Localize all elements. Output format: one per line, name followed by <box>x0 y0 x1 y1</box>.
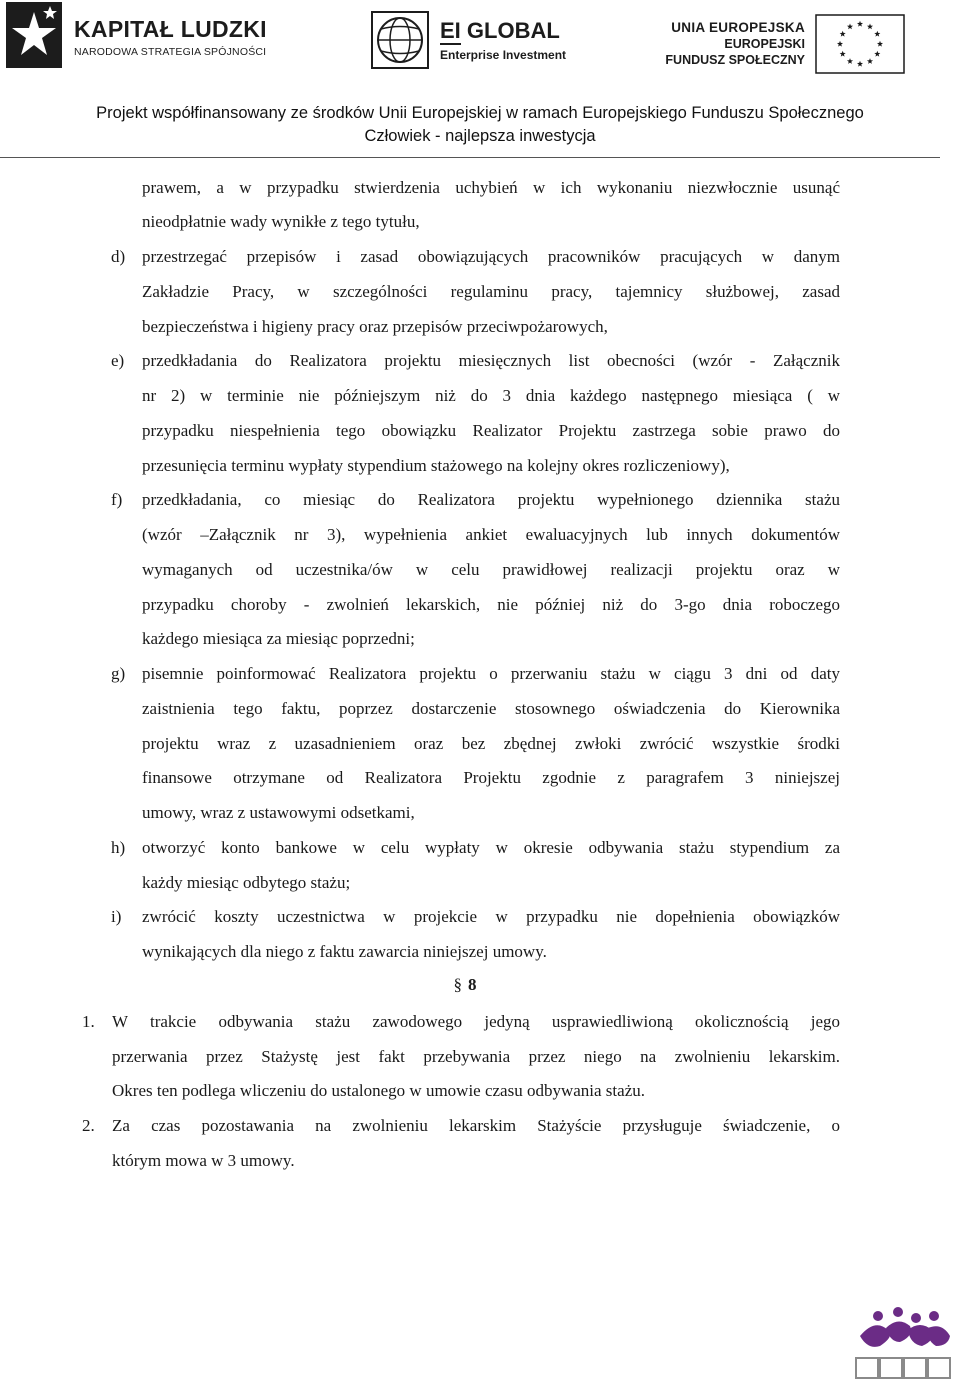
paragraph-1-marker: 1. <box>82 1012 95 1031</box>
paragraph-1-line-3: Okres ten podlega wliczeniu do ustalonego w umowie czasu odbywania stażu. <box>112 1081 645 1100</box>
paragraph-2-line-1: Za czas pozostawania na zwolnieniu lekarskim Stażyście przysługuje świadczenie, o <box>112 1116 840 1135</box>
item-h-marker: h) <box>111 838 126 857</box>
kapital-ludzki-name: KAPITAŁ LUDZKI <box>74 16 267 42</box>
item-c-line-2: nieodpłatnie wady wynikłe z tego tytułu, <box>142 212 420 231</box>
crse-logo <box>850 1306 960 1381</box>
paragraph-1-line-1: W trakcie odbywania stażu zawodowego jedyną usprawiedliwioną okolicznością jego <box>112 1012 840 1031</box>
item-c-line-1: prawem, a w przypadku stwierdzenia uchybień w ich wykonaniu niezwłocznie usunąć <box>142 178 840 197</box>
item-i-marker: i) <box>111 907 122 926</box>
item-d-line-2: Zakładzie Pracy, w szczególności regulaminu pracy, tajemnicy służbowej, zasad <box>142 282 840 301</box>
item-f-line-3: wymaganych od uczestnika/ów w celu prawidłowej realizacji projektu oraz w <box>142 560 840 579</box>
item-h-line-2: każdy miesiąc odbytego stażu; <box>142 873 351 892</box>
kapital-ludzki-subtitle: NARODOWA STRATEGIA SPÓJNOŚCI <box>74 46 267 58</box>
section-heading <box>420 974 510 996</box>
section-number: 8 <box>468 975 477 994</box>
item-f-line-2: (wzór –Załącznik nr 3), wypełnienia ankiet ewaluacyjnych lub innych dokumentów <box>142 525 840 544</box>
item-h-line-1: otworzyć konto bankowe w celu wypłaty w okresie odbywania stażu stypendium za <box>142 838 840 857</box>
item-e-line-4: przesunięcia terminu wypłaty stypendium stażowego na kolejny okres rozliczeniowy), <box>142 456 730 475</box>
item-e-line-2: nr 2) w terminie nie późniejszym niż do 3 dnia każdego następnego miesiąca ( w <box>142 386 840 405</box>
item-g-line-2: zaistnienia tego faktu, poprzez dostarczenie stosownego oświadczenia do Kierownika <box>142 699 840 718</box>
item-d-line-1: przestrzegać przepisów i zasad obowiązujących pracowników pracujących w danym <box>142 247 840 266</box>
crse-people-icon <box>850 1306 960 1381</box>
ei-global-name-rest: GLOBAL <box>460 18 560 43</box>
item-d-marker: d) <box>111 247 126 266</box>
item-f-line-5: każdego miesiąca za miesiąc poprzedni; <box>142 629 415 648</box>
item-f-line-1: przedkładania, co miesiąc do Realizatora projektu wypełnionego dziennika stażu <box>142 490 840 509</box>
item-e-line-3: przypadku niespełnienia tego obowiązku Realizator Projektu zastrzega sobie prawo do <box>142 421 840 440</box>
paragraph-2-line-2: którym mowa w 3 umowy. <box>112 1151 295 1170</box>
header-tagline-2: Człowiek - najlepsza inwestycja <box>364 127 596 145</box>
item-g-line-4: finansowe otrzymane od Realizatora Projektu zgodnie z paragrafem 3 niniejszej <box>142 768 840 787</box>
ei-global-name-underlined: EI <box>440 18 461 43</box>
item-i-line-1: zwrócić koszty uczestnictwa w projekcie w przypadku nie dopełnienia obowiązków <box>142 907 840 926</box>
eu-logo-line-2: EUROPEJSKI <box>724 37 805 51</box>
item-f-line-4: przypadku choroby - zwolnień lekarskich, nie później niż do 3-go dnia roboczego <box>142 595 840 614</box>
item-g-marker: g) <box>111 664 126 683</box>
item-d-line-3: bezpieczeństwa i higieny pracy oraz przepisów przeciwpożarowych, <box>142 317 608 336</box>
item-g-line-3: projektu wraz z uzasadnieniem oraz bez zbędnej zwłoki zwrócić wszystkie środki <box>142 734 840 753</box>
eu-logo-line-3: FUNDUSZ SPOŁECZNY <box>665 53 805 67</box>
ei-global-subtitle: Enterprise Investment <box>440 48 567 62</box>
item-f-marker: f) <box>111 490 123 509</box>
paragraph-2-marker: 2. <box>82 1116 95 1135</box>
section-sign: § <box>453 975 462 994</box>
eu-logo-line-1: UNIA EUROPEJSKA <box>671 20 805 35</box>
item-e-line-1: przedkładania do Realizatora projektu miesięcznych list obecności (wzór - Załącznik <box>142 351 840 370</box>
item-e-marker: e) <box>111 351 125 370</box>
paragraph-1-line-2: przerwania przez Stażystę jest fakt przebywania przez niego na zwolnieniu lekarskim. <box>112 1047 840 1066</box>
item-g-line-5: umowy, wraz z ustawowymi odsetkami, <box>142 803 415 822</box>
item-i-line-2: wynikających dla niego z faktu zawarcia niniejszej umowy. <box>142 942 547 961</box>
header-tagline-1: Projekt współfinansowany ze środków Unii Europejskiej w ramach Europejskiego Funduszu Społecznego <box>96 104 864 122</box>
item-g-line-1: pisemnie poinformować Realizatora projektu o przerwaniu stażu w ciągu 3 dni od daty <box>142 664 840 683</box>
